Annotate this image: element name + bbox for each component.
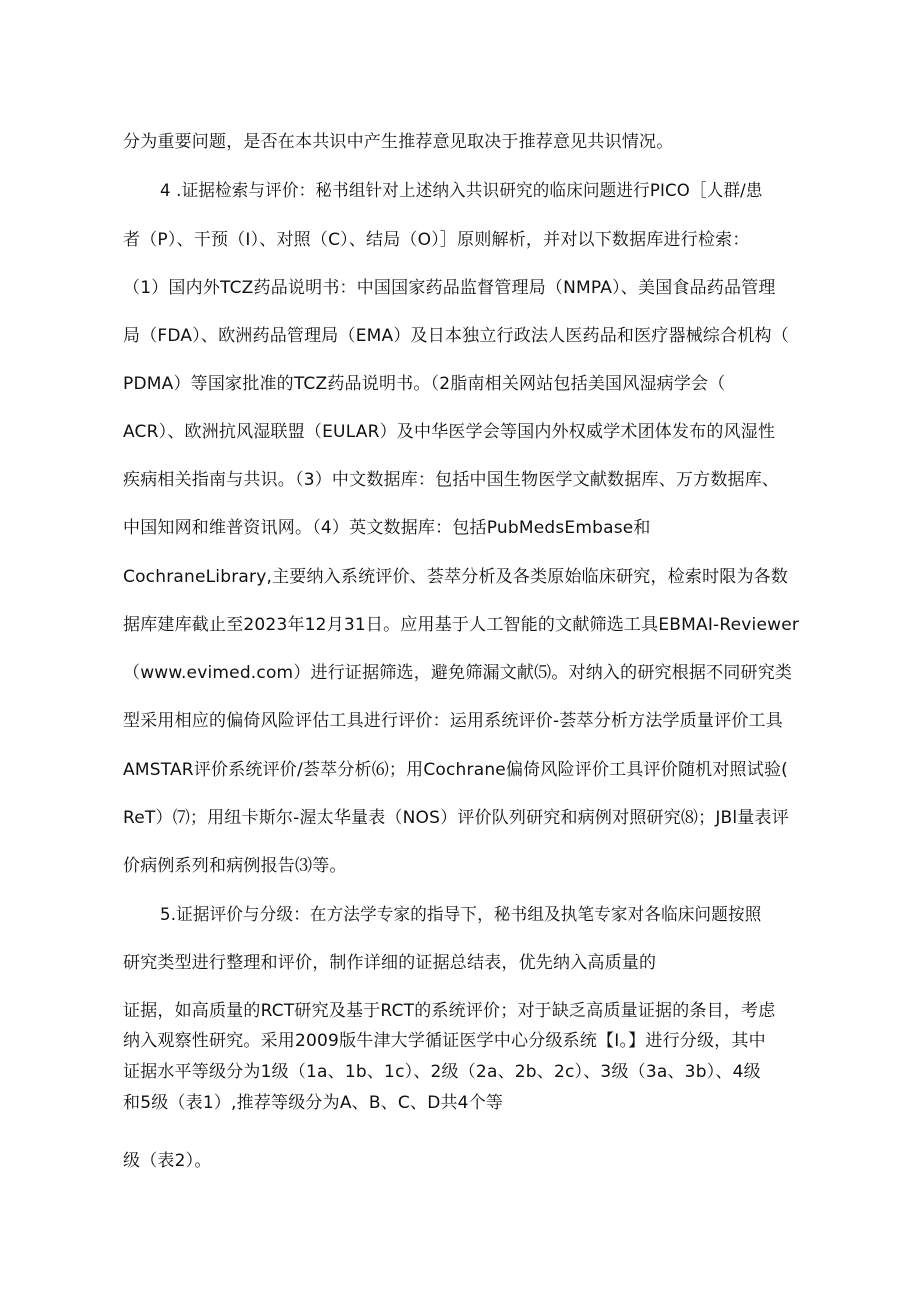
text-line-23: 级（表2）。: [123, 1151, 212, 1171]
text-line-13: 型采用相应的偏倚风险评估工具进行评价：运用系统评价-荟萃分析方法学质量评价工具: [123, 711, 783, 731]
text-line-11: 据库建库截止至2023年12月31日。应用基于人工智能的文献筛选工具EBMAI-Reviewer: [123, 615, 800, 635]
text-line-8: 疾病相关指南与共识。（3）中文数据库：包括中国生物医学文献数据库、万方数据库、: [123, 470, 780, 490]
text-line-5: 局（FDA）、欧洲药品管理局（EMA）及日本独立行政法人医药品和医疗器械综合机构（: [123, 326, 789, 346]
text-line-20: 纳入观察性研究。采用2009版牛津大学循证医学中心分级系统【I。】进行分级，其中: [123, 1031, 766, 1051]
text-line-22: 和5级（表1）,推荐等级分为A、B、C、D共4个等: [123, 1093, 504, 1113]
text-line-7: ACR）、欧洲抗风湿联盟（EULAR）及中华医学会等国内外权威学术团体发布的风湿性: [123, 422, 776, 442]
text-line-3: 者（P）、干预（I）、对照（C）、结局（O）］原则解析，并对以下数据库进行检索：: [123, 230, 750, 250]
text-line-2: 4 .证据检索与评价：秘书组针对上述纳入共识研究的临床问题进行PICO［人群/患: [160, 181, 763, 201]
text-line-4: （1）国内外TCZ药品说明书：中国国家药品监督管理局（NMPA）、美国食品药品管理: [123, 278, 776, 298]
text-line-12: （www.evimed.com）进行证据筛选，避免筛漏文献⑸。对纳入的研究根据不同研究类: [123, 663, 793, 683]
text-line-6: PDMA）等国家批准的TCZ药品说明书。（2脂南相关网站包括美国风湿病学会（: [123, 374, 726, 394]
text-line-14: AMSTAR评价系统评价/荟萃分析⑹；用Cochrane偏倚风险评价工具评价随机对照试验(: [123, 760, 788, 780]
text-line-17: 5.证据评价与分级：在方法学专家的指导下，秘书组及执笔专家对各临床问题按照: [160, 905, 762, 925]
text-line-10: CochraneLibrary,主要纳入系统评价、荟萃分析及各类原始临床研究，检索时限为各数: [123, 567, 789, 587]
text-line-9: 中国知网和维普资讯网。（4）英文数据库：包括PubMedsEmbase和: [123, 518, 651, 538]
text-line-21: 证据水平等级分为1级（1a、1b、1c）、2级（2a、2b、2c）、3级（3a、3b）、4级: [123, 1062, 761, 1082]
text-line-16: 价病例系列和病例报告⑶等。: [123, 856, 347, 876]
text-line-18: 研究类型进行整理和评价，制作详细的证据总结表，优先纳入高质量的: [123, 953, 657, 973]
text-line-15: ReT）⑺；用纽卡斯尔-渥太华量表（NOS）评价队列研究和病例对照研究⑻；JBl量表评: [123, 808, 789, 828]
text-line-1: 分为重要问题，是否在本共识中产生推荐意见取决于推荐意见共识情况。: [123, 132, 674, 152]
text-line-19: 证据，如高质量的RCT研究及基于RCT的系统评价；对于缺乏高质量证据的条目，考虑: [123, 1001, 776, 1021]
